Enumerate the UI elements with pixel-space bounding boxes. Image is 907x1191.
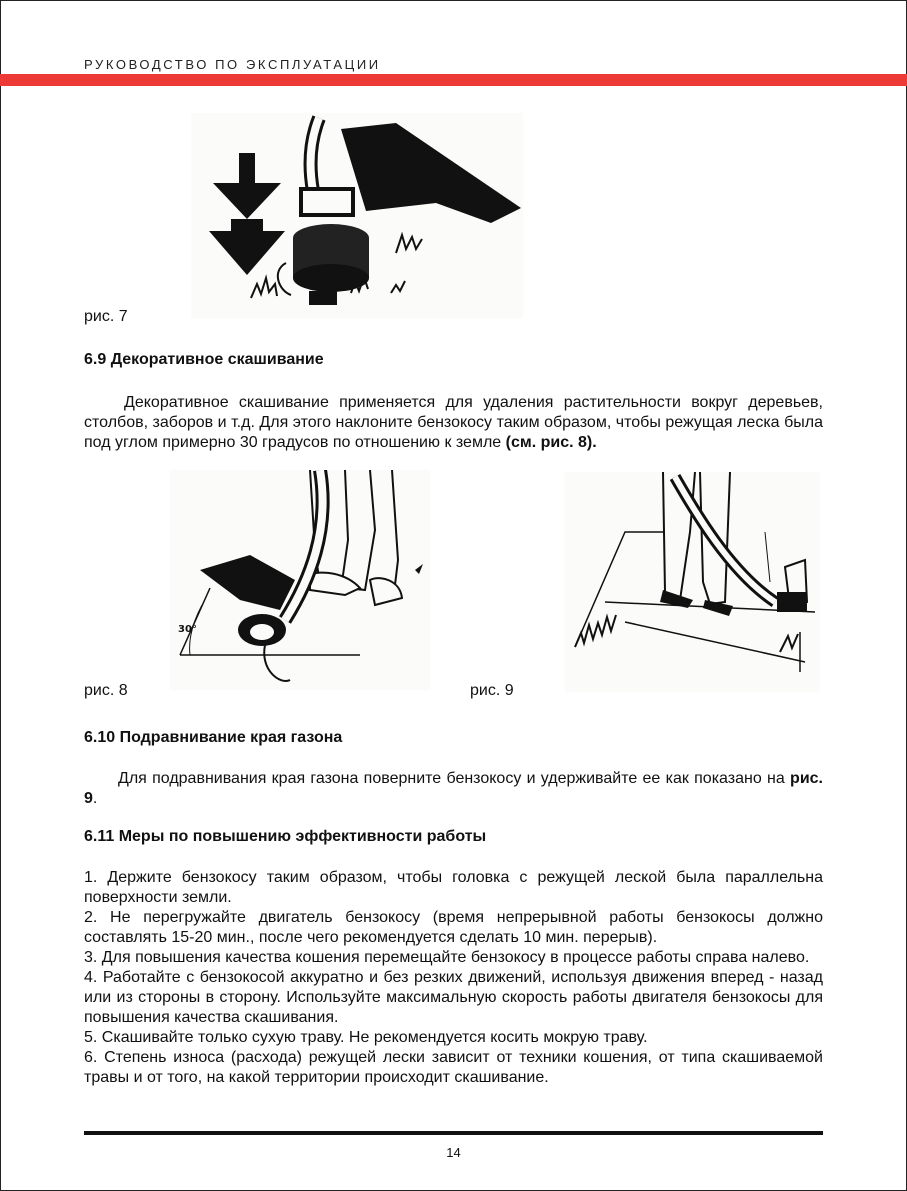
list-item: 4. Работайте с бензокосой аккуратно и без резких движений, используя движения вперед - назад или из стороны в сторону. Используйте максимальную скорость работы двигателя бензокосы для повышения качества скашивания.: [84, 969, 823, 1026]
running-header: РУКОВОДСТВО ПО ЭКСПЛУАТАЦИИ: [84, 57, 381, 72]
list-item: 1. Держите бензокосу таким образом, чтобы головка с режущей леской была параллельна поверхности земли.: [84, 869, 823, 906]
decorative-trimming-illustration: [170, 470, 430, 690]
lawn-edging-illustration: [565, 472, 820, 692]
list-item: 2. Не перегружайте двигатель бензокосу (время непрерывной работы бензокосы должно составлять 15-20 мин., после чего рекомендуется сделать 10 мин. перерыв).: [84, 909, 823, 946]
figure-7-illustration: [191, 113, 523, 318]
figure-9-caption: рис. 9: [470, 682, 514, 699]
trimmer-head-illustration: [191, 113, 523, 318]
list-item: 6. Степень износа (расхода) режущей лески зависит от техники кошения, от типа скашиваемой травы и от того, на какой территории происходит скашивание.: [84, 1049, 823, 1086]
figure-8-caption: рис. 8: [84, 682, 128, 699]
page-number: 14: [446, 1145, 461, 1160]
figure-8-illustration: [170, 470, 430, 690]
angle-label: 30°: [178, 624, 197, 635]
section-6-9-title: 6.9 Декоративное скашивание: [84, 351, 324, 368]
section-6-10-text: [84, 769, 823, 809]
figure-7-caption: рис. 7: [84, 308, 128, 325]
section-6-9-text: [84, 393, 823, 453]
section-6-9-body: Декоративное скашивание применяется для удаления растительности вокруг деревьев, столбов, заборов и т.д. Для этого наклоните бензокосу таким образом, чтобы режущая леска была под углом примерно 30 градусов по отношению к земле: [84, 394, 823, 451]
figure-9-illustration: [565, 472, 820, 692]
section-6-10-end: .: [92, 790, 98, 807]
efficiency-tips-list: [84, 868, 823, 1088]
footer-rule: [84, 1131, 823, 1135]
header-accent-bar: [0, 74, 907, 86]
list-item: 3. Для повышения качества кошения перемещайте бензокосу в процессе работы справа налево.: [84, 949, 810, 966]
section-6-10-body: Для подравнивания края газона поверните бензокосу и удерживайте ее как показано на: [118, 770, 785, 787]
list-item: 5. Скашивайте только сухую траву. Не рекомендуется косить мокрую траву.: [84, 1029, 648, 1046]
section-6-9-figure-ref: (см. рис. 8).: [505, 434, 597, 451]
section-6-11-title: 6.11 Меры по повышению эффективности работы: [84, 828, 487, 845]
section-6-10-figure-ref: рис. 9: [84, 770, 823, 807]
section-6-10-title: 6.10 Подравнивание края газона: [84, 729, 343, 746]
